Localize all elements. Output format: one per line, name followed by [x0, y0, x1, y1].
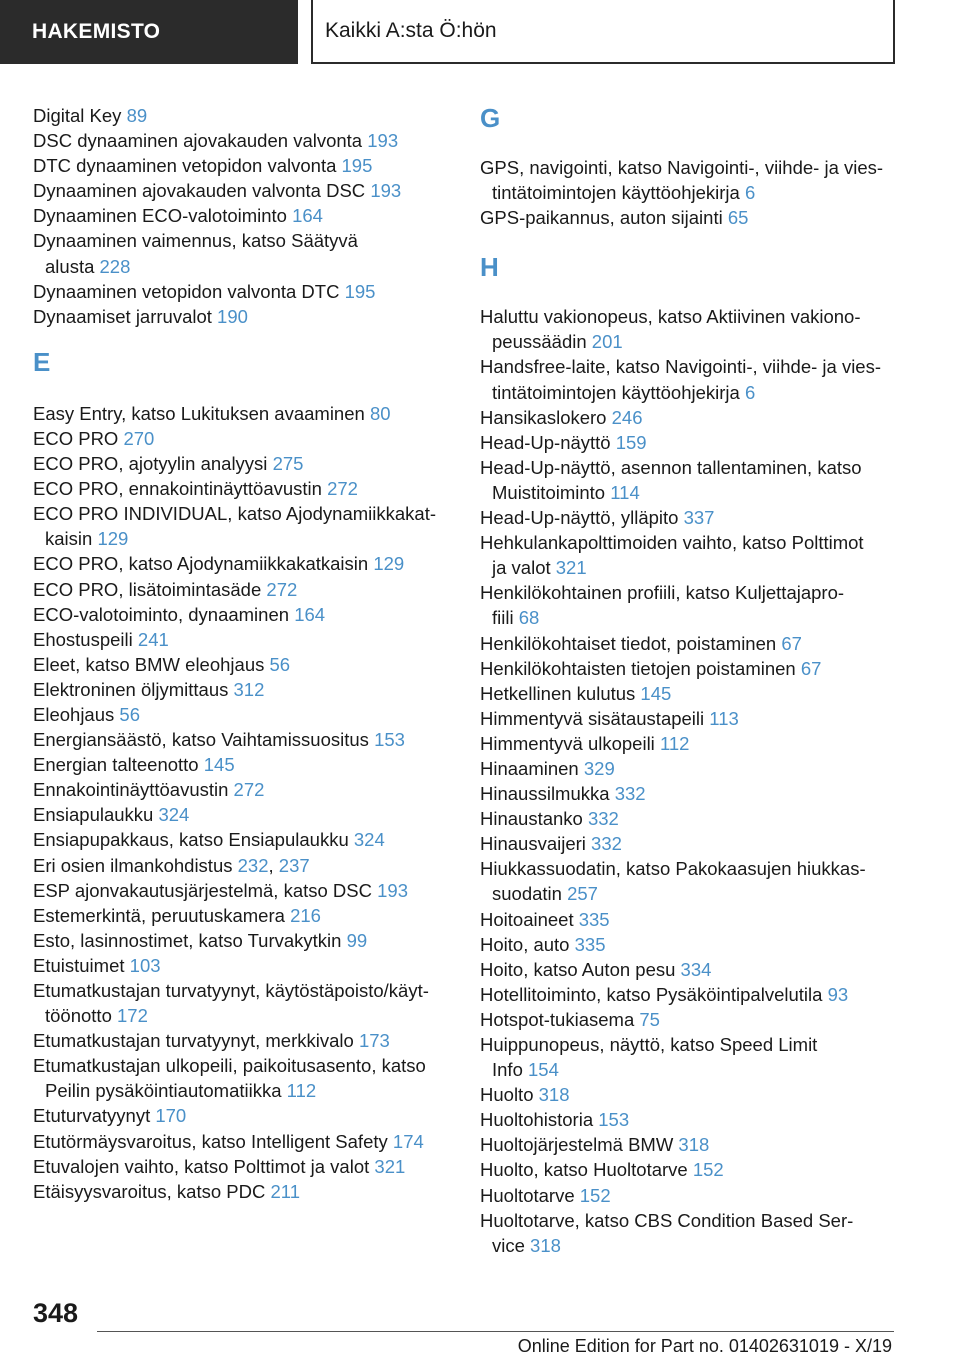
- page-link[interactable]: 112: [659, 732, 690, 754]
- index-entry-text: Hoito, katso Auton pesu: [480, 958, 681, 980]
- page-link[interactable]: 312: [233, 678, 265, 700]
- index-entry: [33, 1179, 463, 1204]
- index-entry-text: Info: [492, 1059, 528, 1081]
- index-entry: [480, 681, 920, 706]
- page-link[interactable]: 195: [344, 280, 376, 302]
- index-entry-text: Estemerkintä, peruutuskamera: [33, 904, 291, 926]
- index-entry-text: tintätoimintojen käyttöohjekirja: [492, 381, 745, 403]
- index-entry: [480, 656, 920, 681]
- page-link[interactable]: 56: [269, 653, 291, 675]
- page-link[interactable]: 129: [97, 528, 129, 550]
- index-entry-text: Hotspot-tukiasema: [480, 1008, 640, 1030]
- index-entry-text: Henkilökohtainen profiili, katso Kuljettajapro-: [480, 582, 845, 604]
- index-entry: [480, 1107, 920, 1132]
- page-link[interactable]: 164: [294, 603, 326, 625]
- page-link[interactable]: 195: [341, 155, 373, 177]
- index-entry-text: Huoltotarve, katso CBS Condition Based Ser-: [480, 1209, 854, 1231]
- index-entry-text: Dynaaminen ECO-valotoiminto: [33, 205, 293, 227]
- page-separator: ,: [268, 854, 279, 876]
- index-letter-heading: G: [480, 103, 501, 133]
- index-entry: [480, 580, 920, 630]
- index-entry-text: ECO PRO, lisätoimintasäde: [33, 578, 267, 600]
- footer-divider: [97, 1331, 894, 1332]
- index-entry-text: Huolto, katso Huoltotarve: [480, 1159, 693, 1181]
- page-link[interactable]: 228: [99, 255, 131, 277]
- page-link[interactable]: 153: [374, 729, 405, 751]
- index-entry: [480, 354, 920, 404]
- index-entry: [33, 702, 463, 727]
- index-entry-text: Peilin pysäköintiautomatiikka: [45, 1080, 287, 1102]
- index-entry-text: Etumatkustajan turvatyynyt, merkkivalo: [33, 1030, 359, 1052]
- index-entry-text: Etuturvatyynyt: [33, 1105, 156, 1127]
- index-entry: [480, 455, 920, 505]
- index-entry-text: Esto, lasinnostimet, katso Turvakytkin: [33, 929, 347, 951]
- page-link[interactable]: 152: [692, 1159, 724, 1181]
- index-entry-text: Ensiapulaukku: [33, 804, 159, 826]
- index-entry: [33, 501, 463, 551]
- index-letter-heading: E: [33, 346, 51, 377]
- index-entry: [480, 831, 920, 856]
- page-link[interactable]: 113: [709, 707, 739, 729]
- index-entry: [33, 153, 463, 178]
- index-entry-text: kaisin: [45, 528, 98, 550]
- index-entry-text: tintätoimintojen käyttöohjekirja: [492, 182, 745, 204]
- index-entry-text: Digital Key: [33, 105, 127, 126]
- page-link[interactable]: 332: [591, 833, 622, 855]
- index-entry: [33, 627, 463, 652]
- page-link[interactable]: 324: [353, 829, 385, 851]
- index-entry: [33, 727, 463, 752]
- page-link[interactable]: 193: [367, 130, 399, 152]
- index-entry-text: Etumatkustajan ulkopeili, paikoitusasento, katso: [33, 1055, 426, 1077]
- index-entry-text: Etuvalojen vaihto, katso Polttimot ja valot: [33, 1155, 375, 1177]
- index-entry-text: ESP ajonvakautusjärjestelmä, katso DSC: [33, 879, 378, 901]
- index-entry-text: Himmentyvä ulkopeili: [480, 732, 660, 754]
- page-link[interactable]: 112: [286, 1080, 317, 1102]
- page-link[interactable]: 65: [727, 207, 749, 229]
- page-link[interactable]: 89: [126, 105, 148, 126]
- index-entry: [33, 752, 463, 777]
- index-entry-text: alusta: [45, 255, 100, 277]
- page-link[interactable]: 164: [292, 205, 323, 227]
- index-entry: [480, 304, 920, 354]
- index-entry: [33, 178, 463, 203]
- index-entry: [33, 1154, 463, 1179]
- footer-edition-text: Online Edition for Part no. 01402631019 - X/19: [517, 1336, 892, 1356]
- page-link[interactable]: 272: [266, 578, 298, 600]
- page-link[interactable]: 275: [272, 453, 304, 475]
- index-entry-text: ECO PRO, katso Ajodynamiikkakatkaisin: [33, 553, 374, 575]
- index-entry-text: Eleohjaus: [33, 703, 120, 725]
- index-entry-text: Eleet, katso BMW eleohjaus: [33, 653, 270, 675]
- page-link[interactable]: 318: [530, 1234, 561, 1256]
- index-entry: [480, 1007, 920, 1032]
- page-link[interactable]: 153: [598, 1109, 630, 1131]
- index-entry-text: suodatin: [492, 883, 568, 905]
- index-entry: [33, 602, 463, 627]
- page-link[interactable]: 337: [683, 507, 715, 529]
- index-entry-text: Hoito, auto: [480, 933, 575, 955]
- index-entry-text: GPS, navigointi, katso Navigointi-, viihde- ja vies-: [480, 157, 884, 178]
- index-entry: [33, 203, 463, 228]
- index-entry: [33, 777, 463, 802]
- page-link[interactable]: 190: [217, 305, 248, 327]
- page-link[interactable]: 80: [369, 402, 391, 424]
- index-entry: [480, 907, 920, 932]
- index-entry-text: Ehostuspeili: [33, 628, 138, 650]
- index-entry-text: fiili: [492, 607, 519, 629]
- index-entry: [480, 430, 920, 455]
- page-link[interactable]: 321: [555, 557, 587, 579]
- index-entry: [480, 1132, 920, 1157]
- index-entry: [33, 677, 463, 702]
- page-link[interactable]: 329: [583, 757, 615, 779]
- index-entry: [480, 932, 920, 957]
- index-entry: [33, 1028, 463, 1053]
- index-entry-text: Handsfree-laite, katso Navigointi-, viihde- ja vies-: [480, 356, 882, 378]
- index-entry: [33, 928, 463, 953]
- index-entry-text: Haluttu vakionopeus, katso Aktiivinen vakiono-: [480, 306, 861, 328]
- page-link[interactable]: 99: [346, 929, 368, 951]
- page-link[interactable]: 154: [528, 1059, 559, 1081]
- index-entry: [480, 1157, 920, 1182]
- index-letter-heading: H: [480, 252, 499, 283]
- index-entry-text: Henkilökohtaiset tiedot, poistaminen: [480, 632, 782, 654]
- index-column-left: [33, 103, 463, 1204]
- index-entry-text: Hehkulankapolttimoiden vaihto, katso Polttimot: [480, 532, 864, 554]
- index-entry: [480, 806, 920, 831]
- index-entry: [480, 856, 920, 906]
- index-entry: [33, 103, 463, 128]
- index-entry-text: Hetkellinen kulutus: [480, 682, 641, 704]
- index-entry-text: Eri osien ilmankohdistus: [33, 854, 238, 876]
- index-entry-text: Huoltojärjestelmä BMW: [480, 1134, 679, 1156]
- page-link[interactable]: 332: [614, 783, 646, 805]
- page-link[interactable]: 335: [574, 933, 606, 955]
- page-link[interactable]: 272: [327, 478, 358, 500]
- page-link[interactable]: 174: [392, 1130, 424, 1152]
- index-entry-text: Easy Entry, katso Lukituksen avaaminen: [33, 402, 370, 424]
- index-entry: [480, 1183, 920, 1208]
- index-entry: [480, 982, 920, 1007]
- page-link[interactable]: 67: [800, 657, 822, 679]
- page-link[interactable]: 232: [237, 854, 269, 876]
- index-entry-text: Etutörmäysvaroitus, katso Intelligent Safety: [33, 1130, 393, 1152]
- page-link[interactable]: 129: [373, 553, 405, 575]
- index-entry: [33, 1053, 463, 1103]
- index-entry-text: ECO-valotoiminto, dynaaminen: [33, 603, 295, 625]
- page-link[interactable]: 246: [611, 406, 643, 428]
- index-entry-text: Hansikaslokero: [480, 406, 612, 428]
- index-entry: [33, 476, 463, 501]
- page-title: Kaikki A:sta Ö:hön: [311, 0, 895, 64]
- index-entry-text: Hiukkassuodatin, katso Pakokaasujen hiukkas-: [480, 858, 866, 880]
- index-entry-text: ECO PRO, ajotyylin analyysi: [33, 453, 273, 475]
- page-number: 348: [33, 1298, 79, 1328]
- page-link[interactable]: 145: [203, 754, 235, 776]
- index-entry-text: Energian talteenotto: [33, 754, 204, 776]
- page-link[interactable]: 332: [587, 808, 619, 830]
- page-link[interactable]: 237: [278, 854, 310, 876]
- index-entry-text: töönotto: [45, 1005, 118, 1027]
- index-entry: [33, 1103, 463, 1128]
- index-entry: [33, 802, 463, 827]
- page-link[interactable]: 67: [781, 632, 802, 654]
- index-entry-text: Hinaustanko: [480, 808, 588, 830]
- index-entry: [33, 577, 463, 602]
- index-entry-text: Hinaussilmukka: [480, 783, 615, 805]
- index-entry-text: Huoltohistoria: [480, 1109, 599, 1131]
- page-link[interactable]: 201: [591, 331, 623, 353]
- page-link[interactable]: 159: [615, 431, 647, 453]
- index-entry: [480, 1082, 920, 1107]
- index-entry: [33, 551, 463, 576]
- index-entry-text: Dynaaminen ajovakauden valvonta DSC: [33, 180, 371, 202]
- page-link[interactable]: 321: [374, 1155, 406, 1177]
- index-entry-text: ECO PRO INDIVIDUAL, katso Ajodynamiikkakat-: [33, 503, 437, 525]
- index-entry-text: Hinaaminen: [480, 757, 584, 779]
- page-header: [0, 0, 960, 66]
- index-entry: [33, 228, 463, 278]
- index-entry-text: Hotellitoiminto, katso Pysäköintipalvelutila: [480, 983, 828, 1005]
- page-link[interactable]: 75: [639, 1008, 660, 1030]
- index-entry-text: GPS-paikannus, auton sijainti: [480, 207, 728, 229]
- page-link[interactable]: 152: [579, 1184, 611, 1206]
- index-entry: [33, 853, 463, 878]
- page-link[interactable]: 272: [233, 779, 265, 801]
- page-link[interactable]: 318: [538, 1084, 570, 1106]
- index-entry: [33, 279, 463, 304]
- index-entry-text: ECO PRO, ennakointinäyttöavustin: [33, 478, 328, 500]
- index-entry-text: Head-Up-näyttö, asennon tallentaminen, katso: [480, 456, 862, 478]
- index-entry-text: Head-Up-näyttö: [480, 431, 616, 453]
- index-entry: [480, 756, 920, 781]
- index-entry-text: DTC dynaaminen vetopidon valvonta: [33, 155, 342, 177]
- page-link[interactable]: 324: [158, 804, 190, 826]
- page-link[interactable]: 114: [610, 481, 640, 503]
- index-entry: [33, 451, 463, 476]
- index-entry: [33, 401, 463, 426]
- index-entry: [480, 731, 920, 756]
- index-entry: [480, 155, 920, 205]
- index-entry: [33, 978, 463, 1028]
- index-entry: [33, 878, 463, 903]
- index-entry-text: Hinausvaijeri: [480, 833, 592, 855]
- index-entry: [480, 631, 920, 656]
- index-entry-text: peussäädin: [492, 331, 592, 353]
- index-entry: [33, 128, 463, 153]
- index-entry-text: Dynaaminen vaimennus, katso Säätyvä: [33, 230, 358, 252]
- page-link[interactable]: 103: [129, 954, 161, 976]
- page-link[interactable]: 68: [518, 607, 540, 629]
- index-entry: [33, 953, 463, 978]
- index-entry-text: DSC dynaaminen ajovakauden valvonta: [33, 130, 368, 152]
- page-link[interactable]: 335: [578, 908, 610, 930]
- page-link[interactable]: 241: [137, 628, 169, 650]
- index-entry-text: Dynaaminen vetopidon valvonta DTC: [33, 280, 345, 302]
- page-link[interactable]: 193: [377, 879, 409, 901]
- index-entry: [480, 781, 920, 806]
- index-entry: [480, 405, 920, 430]
- index-entry: [33, 827, 463, 852]
- index-entry-text: Himmentyvä sisätaustapeili: [480, 707, 710, 729]
- index-entry: [480, 205, 920, 230]
- index-entry-text: Hoitoaineet: [480, 908, 579, 930]
- index-entry: [33, 652, 463, 677]
- page-link[interactable]: 93: [827, 983, 849, 1005]
- page-link[interactable]: 6: [744, 381, 756, 403]
- index-entry-text: Ensiapupakkaus, katso Ensiapulaukku: [33, 829, 354, 851]
- page-link[interactable]: 145: [640, 682, 672, 704]
- index-entry: [480, 1032, 920, 1082]
- index-entry: [33, 304, 463, 329]
- page-link[interactable]: 318: [678, 1134, 710, 1156]
- index-entry: [33, 1129, 463, 1154]
- index-entry-text: Etumatkustajan turvatyynyt, käytöstäpoisto/käyt-: [33, 980, 429, 1001]
- page-link[interactable]: 56: [119, 703, 140, 725]
- index-entry: [33, 903, 463, 928]
- index-entry-text: vice: [492, 1234, 531, 1256]
- index-entry-text: Energiansäästö, katso Vaihtamissuositus: [33, 729, 375, 751]
- index-entry: [480, 706, 920, 731]
- index-entry: [480, 505, 920, 530]
- index-entry: [480, 1208, 920, 1258]
- index-entry-text: Muistitoiminto: [492, 481, 611, 503]
- page-link[interactable]: 270: [123, 427, 155, 449]
- index-entry: [480, 957, 920, 982]
- page-link[interactable]: 216: [290, 904, 321, 926]
- index-entry-text: Huolto: [480, 1084, 539, 1106]
- page-link[interactable]: 193: [370, 180, 402, 202]
- section-tab-index[interactable]: HAKEMISTO: [0, 0, 298, 64]
- index-entry-text: Huoltotarve: [480, 1184, 580, 1206]
- page-link[interactable]: 173: [358, 1030, 390, 1052]
- page-link[interactable]: 6: [744, 182, 756, 204]
- index-entry-text: Etäisyysvaroitus, katso PDC: [33, 1180, 271, 1202]
- page-link[interactable]: 334: [680, 958, 712, 980]
- page-link[interactable]: 211: [270, 1180, 300, 1202]
- index-entry-text: Dynaamiset jarruvalot: [33, 305, 218, 327]
- index-entry: [480, 530, 920, 580]
- index-entry-text: Henkilökohtaisten tietojen poistaminen: [480, 657, 801, 679]
- index-entry-text: ECO PRO: [33, 427, 124, 449]
- index-entry-text: Etuistuimet: [33, 954, 130, 976]
- page-link[interactable]: 172: [117, 1005, 148, 1027]
- index-entry-text: Huippunopeus, näyttö, katso Speed Limit: [480, 1034, 818, 1055]
- page-link[interactable]: 170: [155, 1105, 187, 1127]
- index-entry-text: Ennakointinäyttöavustin: [33, 779, 234, 801]
- index-entry-text: Head-Up-näyttö, ylläpito: [480, 507, 684, 529]
- index-column-right: [480, 103, 920, 1258]
- index-entry-text: ja valot: [492, 557, 556, 579]
- index-entry: [33, 426, 463, 451]
- index-entry-text: Elektroninen öljymittaus: [33, 678, 234, 700]
- page-link[interactable]: 257: [567, 883, 598, 905]
